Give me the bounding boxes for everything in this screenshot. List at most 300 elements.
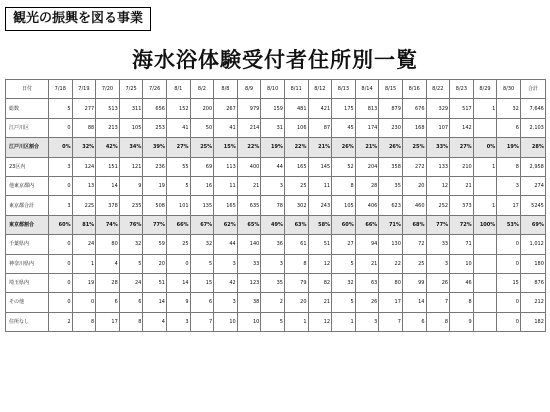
table-cell: 80 bbox=[379, 273, 403, 292]
table-cell: 69% bbox=[520, 215, 545, 234]
table-cell: 5245 bbox=[520, 196, 545, 215]
table-cell: 0 bbox=[49, 176, 73, 195]
table-cell: 302 bbox=[284, 196, 308, 215]
table-cell: 10 bbox=[450, 254, 474, 273]
table-cell: 81% bbox=[72, 215, 96, 234]
table-row bbox=[6, 176, 546, 195]
table-cell: 20 bbox=[402, 176, 426, 195]
table-cell: 0 bbox=[49, 235, 73, 254]
table-cell: 32 bbox=[119, 235, 143, 254]
table-cell: 65% bbox=[237, 215, 261, 234]
table-cell bbox=[473, 254, 497, 273]
table-cell: 100% bbox=[473, 215, 497, 234]
table-cell: 27% bbox=[166, 138, 190, 157]
table-cell: 311 bbox=[119, 99, 143, 118]
table-cell: 42 bbox=[214, 273, 238, 292]
row-label: 23区内 bbox=[6, 157, 49, 176]
table-cell: 16 bbox=[190, 176, 214, 195]
table-cell: 204 bbox=[355, 157, 379, 176]
table-cell: 151 bbox=[96, 157, 120, 176]
table-cell: 235 bbox=[119, 196, 143, 215]
table-cell: 15 bbox=[190, 273, 214, 292]
table-cell: 3 bbox=[214, 293, 238, 312]
table-cell: 32% bbox=[72, 138, 96, 157]
table-cell: 101 bbox=[166, 196, 190, 215]
table-cell: 26 bbox=[355, 293, 379, 312]
table-cell: 60% bbox=[332, 215, 356, 234]
table-cell: 6 bbox=[402, 312, 426, 331]
table-cell: 10 bbox=[237, 312, 261, 331]
table-cell: 0 bbox=[49, 254, 73, 273]
table-cell: 876 bbox=[520, 273, 545, 292]
table-cell: 5 bbox=[119, 254, 143, 273]
table-cell: 7 bbox=[426, 293, 450, 312]
table-cell: 58% bbox=[308, 215, 332, 234]
table-cell: 77% bbox=[143, 215, 167, 234]
page-title: 海水浴体験受付者住所別一覧 bbox=[132, 48, 418, 72]
table-cell: 67% bbox=[190, 215, 214, 234]
table-row bbox=[6, 196, 546, 215]
table-cell: 635 bbox=[237, 196, 261, 215]
table-cell: 9 bbox=[119, 176, 143, 195]
date-header-cell: 8/29 bbox=[473, 80, 497, 99]
table-header-row bbox=[6, 80, 546, 99]
table-cell: 32 bbox=[497, 99, 521, 118]
table-cell: 460 bbox=[402, 196, 426, 215]
table-row bbox=[6, 293, 546, 312]
table-cell bbox=[473, 118, 497, 137]
table-cell: 508 bbox=[143, 196, 167, 215]
table-cell: 74% bbox=[96, 215, 120, 234]
table-cell: 46 bbox=[450, 273, 474, 292]
table-cell: 44 bbox=[214, 235, 238, 254]
table-cell: 2 bbox=[261, 293, 285, 312]
table-cell: 213 bbox=[96, 118, 120, 137]
table-cell: 4 bbox=[143, 312, 167, 331]
table-cell: 5 bbox=[332, 293, 356, 312]
table-cell: 32 bbox=[332, 273, 356, 292]
table-cell: 123 bbox=[237, 273, 261, 292]
table-cell: 17 bbox=[497, 196, 521, 215]
table-cell: 1 bbox=[473, 157, 497, 176]
table-cell: 3 bbox=[49, 196, 73, 215]
table-cell: 813 bbox=[355, 99, 379, 118]
table-cell: 2,958 bbox=[520, 157, 545, 176]
table-cell: 20 bbox=[143, 254, 167, 273]
table-cell: 7,646 bbox=[520, 99, 545, 118]
table-cell: 8 bbox=[497, 157, 521, 176]
table-cell: 26 bbox=[426, 273, 450, 292]
table-cell bbox=[473, 312, 497, 331]
table-row bbox=[6, 99, 546, 118]
header-label-cell: 日付 bbox=[6, 80, 49, 99]
table-cell: 5 bbox=[261, 312, 285, 331]
table-cell: 28 bbox=[96, 273, 120, 292]
table-cell: 0 bbox=[497, 254, 521, 273]
table-cell: 0 bbox=[49, 293, 73, 312]
table-cell: 9 bbox=[166, 293, 190, 312]
table-cell: 49% bbox=[261, 215, 285, 234]
table-cell: 6 bbox=[190, 293, 214, 312]
table-row bbox=[6, 215, 546, 234]
table-cell: 272 bbox=[402, 157, 426, 176]
row-label: 住所なし bbox=[6, 312, 49, 331]
table-cell: 66% bbox=[166, 215, 190, 234]
table-cell: 24 bbox=[72, 235, 96, 254]
table-cell: 3 bbox=[261, 176, 285, 195]
table-cell: 106 bbox=[284, 118, 308, 137]
table-cell: 130 bbox=[379, 235, 403, 254]
table-cell: 174 bbox=[355, 118, 379, 137]
table-cell: 26% bbox=[332, 138, 356, 157]
date-header-cell: 8/13 bbox=[332, 80, 356, 99]
table-cell: 274 bbox=[520, 176, 545, 195]
date-header-cell: 7/20 bbox=[96, 80, 120, 99]
table-cell: 20 bbox=[284, 293, 308, 312]
table-cell: 8 bbox=[119, 312, 143, 331]
table-cell: 124 bbox=[72, 157, 96, 176]
date-header-cell: 8/12 bbox=[308, 80, 332, 99]
row-label: 江戸川区割合 bbox=[6, 138, 49, 157]
table-cell: 22% bbox=[284, 138, 308, 157]
table-cell: 1 bbox=[332, 312, 356, 331]
table-row bbox=[6, 273, 546, 292]
table-cell: 12 bbox=[426, 176, 450, 195]
table-cell: 236 bbox=[143, 157, 167, 176]
table-cell: 1 bbox=[473, 196, 497, 215]
table-cell: 7 bbox=[190, 312, 214, 331]
table-cell: 59 bbox=[143, 235, 167, 254]
table-cell: 62% bbox=[214, 215, 238, 234]
table-cell: 180 bbox=[520, 254, 545, 273]
table-cell: 55 bbox=[166, 157, 190, 176]
table-cell: 28% bbox=[520, 138, 545, 157]
table-cell: 6 bbox=[119, 293, 143, 312]
table-cell: 99 bbox=[402, 273, 426, 292]
table-cell: 121 bbox=[119, 157, 143, 176]
table-cell: 0 bbox=[49, 273, 73, 292]
table-cell: 107 bbox=[426, 118, 450, 137]
table-cell: 225 bbox=[72, 196, 96, 215]
table-cell: 6 bbox=[497, 118, 521, 137]
table-cell: 68% bbox=[402, 215, 426, 234]
table-cell: 41 bbox=[166, 118, 190, 137]
table-cell: 27 bbox=[332, 235, 356, 254]
table-cell: 33 bbox=[426, 235, 450, 254]
table-cell: 42% bbox=[96, 138, 120, 157]
table-cell: 17 bbox=[96, 312, 120, 331]
table-cell: 10 bbox=[214, 312, 238, 331]
table-cell bbox=[473, 293, 497, 312]
table-cell: 5 bbox=[190, 254, 214, 273]
table-cell: 15% bbox=[214, 138, 238, 157]
table-cell: 3 bbox=[49, 157, 73, 176]
table-cell: 212 bbox=[520, 293, 545, 312]
table-cell: 19% bbox=[497, 138, 521, 157]
row-label: 埼玉県内 bbox=[6, 273, 49, 292]
table-cell: 51 bbox=[308, 235, 332, 254]
table-cell: 13 bbox=[72, 176, 96, 195]
table-cell: 3 bbox=[426, 254, 450, 273]
row-label: 江戸川区 bbox=[6, 118, 49, 137]
table-cell: 1 bbox=[72, 254, 96, 273]
table-cell: 253 bbox=[143, 118, 167, 137]
table-cell: 3 bbox=[166, 312, 190, 331]
table-cell: 8 bbox=[426, 312, 450, 331]
table-cell: 481 bbox=[284, 99, 308, 118]
row-label: 神奈川県内 bbox=[6, 254, 49, 273]
table-cell: 145 bbox=[308, 157, 332, 176]
table-cell: 373 bbox=[450, 196, 474, 215]
table-cell: 21 bbox=[237, 176, 261, 195]
table-cell bbox=[473, 235, 497, 254]
table-cell: 24 bbox=[119, 273, 143, 292]
table-cell: 168 bbox=[402, 118, 426, 137]
table-cell: 26% bbox=[379, 138, 403, 157]
table-cell: 72 bbox=[402, 235, 426, 254]
table-cell: 31 bbox=[261, 118, 285, 137]
table-cell: 0% bbox=[473, 138, 497, 157]
table-cell: 175 bbox=[332, 99, 356, 118]
table-cell: 21% bbox=[308, 138, 332, 157]
date-header-cell: 8/1 bbox=[166, 80, 190, 99]
table-cell: 267 bbox=[214, 99, 238, 118]
date-header-cell: 合計 bbox=[520, 80, 545, 99]
row-label: 東京都合計 bbox=[6, 196, 49, 215]
table-cell: 165 bbox=[214, 196, 238, 215]
table-row bbox=[6, 118, 546, 137]
table-cell: 88 bbox=[72, 118, 96, 137]
table-cell: 113 bbox=[214, 157, 238, 176]
table-cell: 39% bbox=[143, 138, 167, 157]
table-cell: 3 bbox=[355, 312, 379, 331]
table-cell: 210 bbox=[450, 157, 474, 176]
table-cell: 21% bbox=[355, 138, 379, 157]
table-cell: 63% bbox=[284, 215, 308, 234]
table-cell: 0 bbox=[497, 312, 521, 331]
date-header-cell: 8/14 bbox=[355, 80, 379, 99]
table-cell: 0 bbox=[497, 235, 521, 254]
table-cell: 38 bbox=[237, 293, 261, 312]
table-cell: 230 bbox=[379, 118, 403, 137]
table-cell: 406 bbox=[355, 196, 379, 215]
table-cell: 3 bbox=[261, 254, 285, 273]
table-cell: 8 bbox=[332, 176, 356, 195]
table-cell: 14 bbox=[96, 176, 120, 195]
table-cell: 87 bbox=[308, 118, 332, 137]
table-cell: 11 bbox=[214, 176, 238, 195]
table-cell: 45 bbox=[332, 118, 356, 137]
table-cell: 78 bbox=[261, 196, 285, 215]
table-cell: 400 bbox=[237, 157, 261, 176]
table-cell: 44 bbox=[261, 157, 285, 176]
table-cell: 22 bbox=[379, 254, 403, 273]
table-cell: 14 bbox=[402, 293, 426, 312]
table-cell: 329 bbox=[426, 99, 450, 118]
table-cell: 72% bbox=[450, 215, 474, 234]
table-cell: 25 bbox=[402, 254, 426, 273]
table-cell: 7 bbox=[379, 312, 403, 331]
table-cell: 69 bbox=[190, 157, 214, 176]
table-cell: 1,012 bbox=[520, 235, 545, 254]
table-cell: 32 bbox=[190, 235, 214, 254]
table-cell: 8 bbox=[450, 293, 474, 312]
table-cell: 1 bbox=[284, 312, 308, 331]
table-row bbox=[6, 235, 546, 254]
table-cell: 9 bbox=[450, 312, 474, 331]
row-label: 総数 bbox=[6, 99, 49, 118]
table-cell: 76% bbox=[119, 215, 143, 234]
table-row bbox=[6, 157, 546, 176]
table-row bbox=[6, 138, 546, 157]
table-cell: 19 bbox=[143, 176, 167, 195]
table-cell: 6 bbox=[96, 293, 120, 312]
table-row bbox=[6, 312, 546, 331]
table-cell: 66% bbox=[355, 215, 379, 234]
table-row bbox=[6, 254, 546, 273]
table-cell: 25 bbox=[166, 235, 190, 254]
table-cell: 358 bbox=[379, 157, 403, 176]
date-header-cell: 7/19 bbox=[72, 80, 96, 99]
table-cell: 11 bbox=[308, 176, 332, 195]
table-cell: 133 bbox=[426, 157, 450, 176]
row-label: 千葉県内 bbox=[6, 235, 49, 254]
table-cell: 33 bbox=[237, 254, 261, 273]
table-cell: 152 bbox=[166, 99, 190, 118]
table-cell: 21 bbox=[308, 293, 332, 312]
table-cell: 159 bbox=[261, 99, 285, 118]
table-cell: 8 bbox=[284, 254, 308, 273]
table-cell: 52 bbox=[332, 157, 356, 176]
table-cell: 41 bbox=[214, 118, 238, 137]
table-cell: 21 bbox=[355, 254, 379, 273]
table-cell bbox=[473, 176, 497, 195]
table-cell: 61 bbox=[284, 235, 308, 254]
table-cell: 623 bbox=[379, 196, 403, 215]
table-cell: 25% bbox=[402, 138, 426, 157]
table-cell: 35 bbox=[261, 273, 285, 292]
table-cell: 656 bbox=[143, 99, 167, 118]
table-cell: 182 bbox=[520, 312, 545, 331]
table-cell: 19% bbox=[261, 138, 285, 157]
date-header-cell: 8/8 bbox=[214, 80, 238, 99]
table-cell: 63 bbox=[355, 273, 379, 292]
table-cell: 21 bbox=[450, 176, 474, 195]
table-cell: 0 bbox=[497, 293, 521, 312]
table-cell: 0 bbox=[166, 254, 190, 273]
table-cell: 4 bbox=[96, 254, 120, 273]
table-cell: 140 bbox=[237, 235, 261, 254]
section-tag: 観光の振興を図る事業 bbox=[5, 7, 151, 31]
table-cell: 36 bbox=[261, 235, 285, 254]
table-cell: 517 bbox=[450, 99, 474, 118]
table-cell: 2 bbox=[49, 312, 73, 331]
date-header-cell: 8/30 bbox=[497, 80, 521, 99]
table-cell: 378 bbox=[96, 196, 120, 215]
table-cell: 19 bbox=[72, 273, 96, 292]
date-header-cell: 8/2 bbox=[190, 80, 214, 99]
table-cell: 82 bbox=[308, 273, 332, 292]
row-label: 他東京都内 bbox=[6, 176, 49, 195]
table-cell: 79 bbox=[284, 273, 308, 292]
table-cell: 14 bbox=[143, 293, 167, 312]
table-cell: 200 bbox=[190, 99, 214, 118]
date-header-cell: 8/11 bbox=[284, 80, 308, 99]
date-header-cell: 7/26 bbox=[143, 80, 167, 99]
table-cell: 8 bbox=[72, 312, 96, 331]
table-cell: 252 bbox=[426, 196, 450, 215]
table-cell: 12 bbox=[308, 312, 332, 331]
date-header-cell: 7/18 bbox=[49, 80, 73, 99]
table-cell: 676 bbox=[402, 99, 426, 118]
table-cell: 71 bbox=[450, 235, 474, 254]
table-cell: 25% bbox=[190, 138, 214, 157]
table-cell: 33% bbox=[426, 138, 450, 157]
table-cell: 27% bbox=[450, 138, 474, 157]
date-header-cell: 8/9 bbox=[237, 80, 261, 99]
table-cell: 50 bbox=[190, 118, 214, 137]
table-cell: 94 bbox=[355, 235, 379, 254]
table-cell: 214 bbox=[237, 118, 261, 137]
date-header-cell: 7/25 bbox=[119, 80, 143, 99]
table-cell: 25 bbox=[284, 176, 308, 195]
date-header-cell: 8/22 bbox=[426, 80, 450, 99]
table-cell: 28 bbox=[355, 176, 379, 195]
table-cell: 22% bbox=[237, 138, 261, 157]
table-cell: 53% bbox=[497, 215, 521, 234]
table-cell: 34% bbox=[119, 138, 143, 157]
date-header-cell: 8/23 bbox=[450, 80, 474, 99]
table-cell: 0 bbox=[49, 118, 73, 137]
table-cell: 165 bbox=[284, 157, 308, 176]
table-cell: 77% bbox=[426, 215, 450, 234]
date-header-cell: 8/15 bbox=[379, 80, 403, 99]
table-cell: 15 bbox=[497, 273, 521, 292]
table-cell: 60% bbox=[49, 215, 73, 234]
visitor-address-table bbox=[5, 79, 546, 332]
table-cell: 142 bbox=[450, 118, 474, 137]
table-cell: 1 bbox=[473, 99, 497, 118]
table-cell: 421 bbox=[308, 99, 332, 118]
table-cell: 135 bbox=[190, 196, 214, 215]
table-cell: 80 bbox=[96, 235, 120, 254]
table-cell: 3 bbox=[497, 176, 521, 195]
table-cell: 0 bbox=[72, 293, 96, 312]
row-label: その他 bbox=[6, 293, 49, 312]
table-cell: 2,103 bbox=[520, 118, 545, 137]
table-cell: 17 bbox=[379, 293, 403, 312]
row-label: 東京都割合 bbox=[6, 215, 49, 234]
date-header-cell: 8/16 bbox=[402, 80, 426, 99]
table-cell: 105 bbox=[332, 196, 356, 215]
date-header-cell: 8/10 bbox=[261, 80, 285, 99]
table-cell bbox=[473, 273, 497, 292]
table-cell: 979 bbox=[237, 99, 261, 118]
table-cell: 5 bbox=[166, 176, 190, 195]
table-cell: 5 bbox=[332, 254, 356, 273]
table-cell: 0% bbox=[49, 138, 73, 157]
table-cell: 12 bbox=[308, 254, 332, 273]
table-cell: 879 bbox=[379, 99, 403, 118]
table-cell: 513 bbox=[96, 99, 120, 118]
table-cell: 51 bbox=[143, 273, 167, 292]
table-cell: 35 bbox=[379, 176, 403, 195]
table-cell: 243 bbox=[308, 196, 332, 215]
table-cell: 5 bbox=[49, 99, 73, 118]
table-cell: 71% bbox=[379, 215, 403, 234]
table-cell: 277 bbox=[72, 99, 96, 118]
table-cell: 105 bbox=[119, 118, 143, 137]
